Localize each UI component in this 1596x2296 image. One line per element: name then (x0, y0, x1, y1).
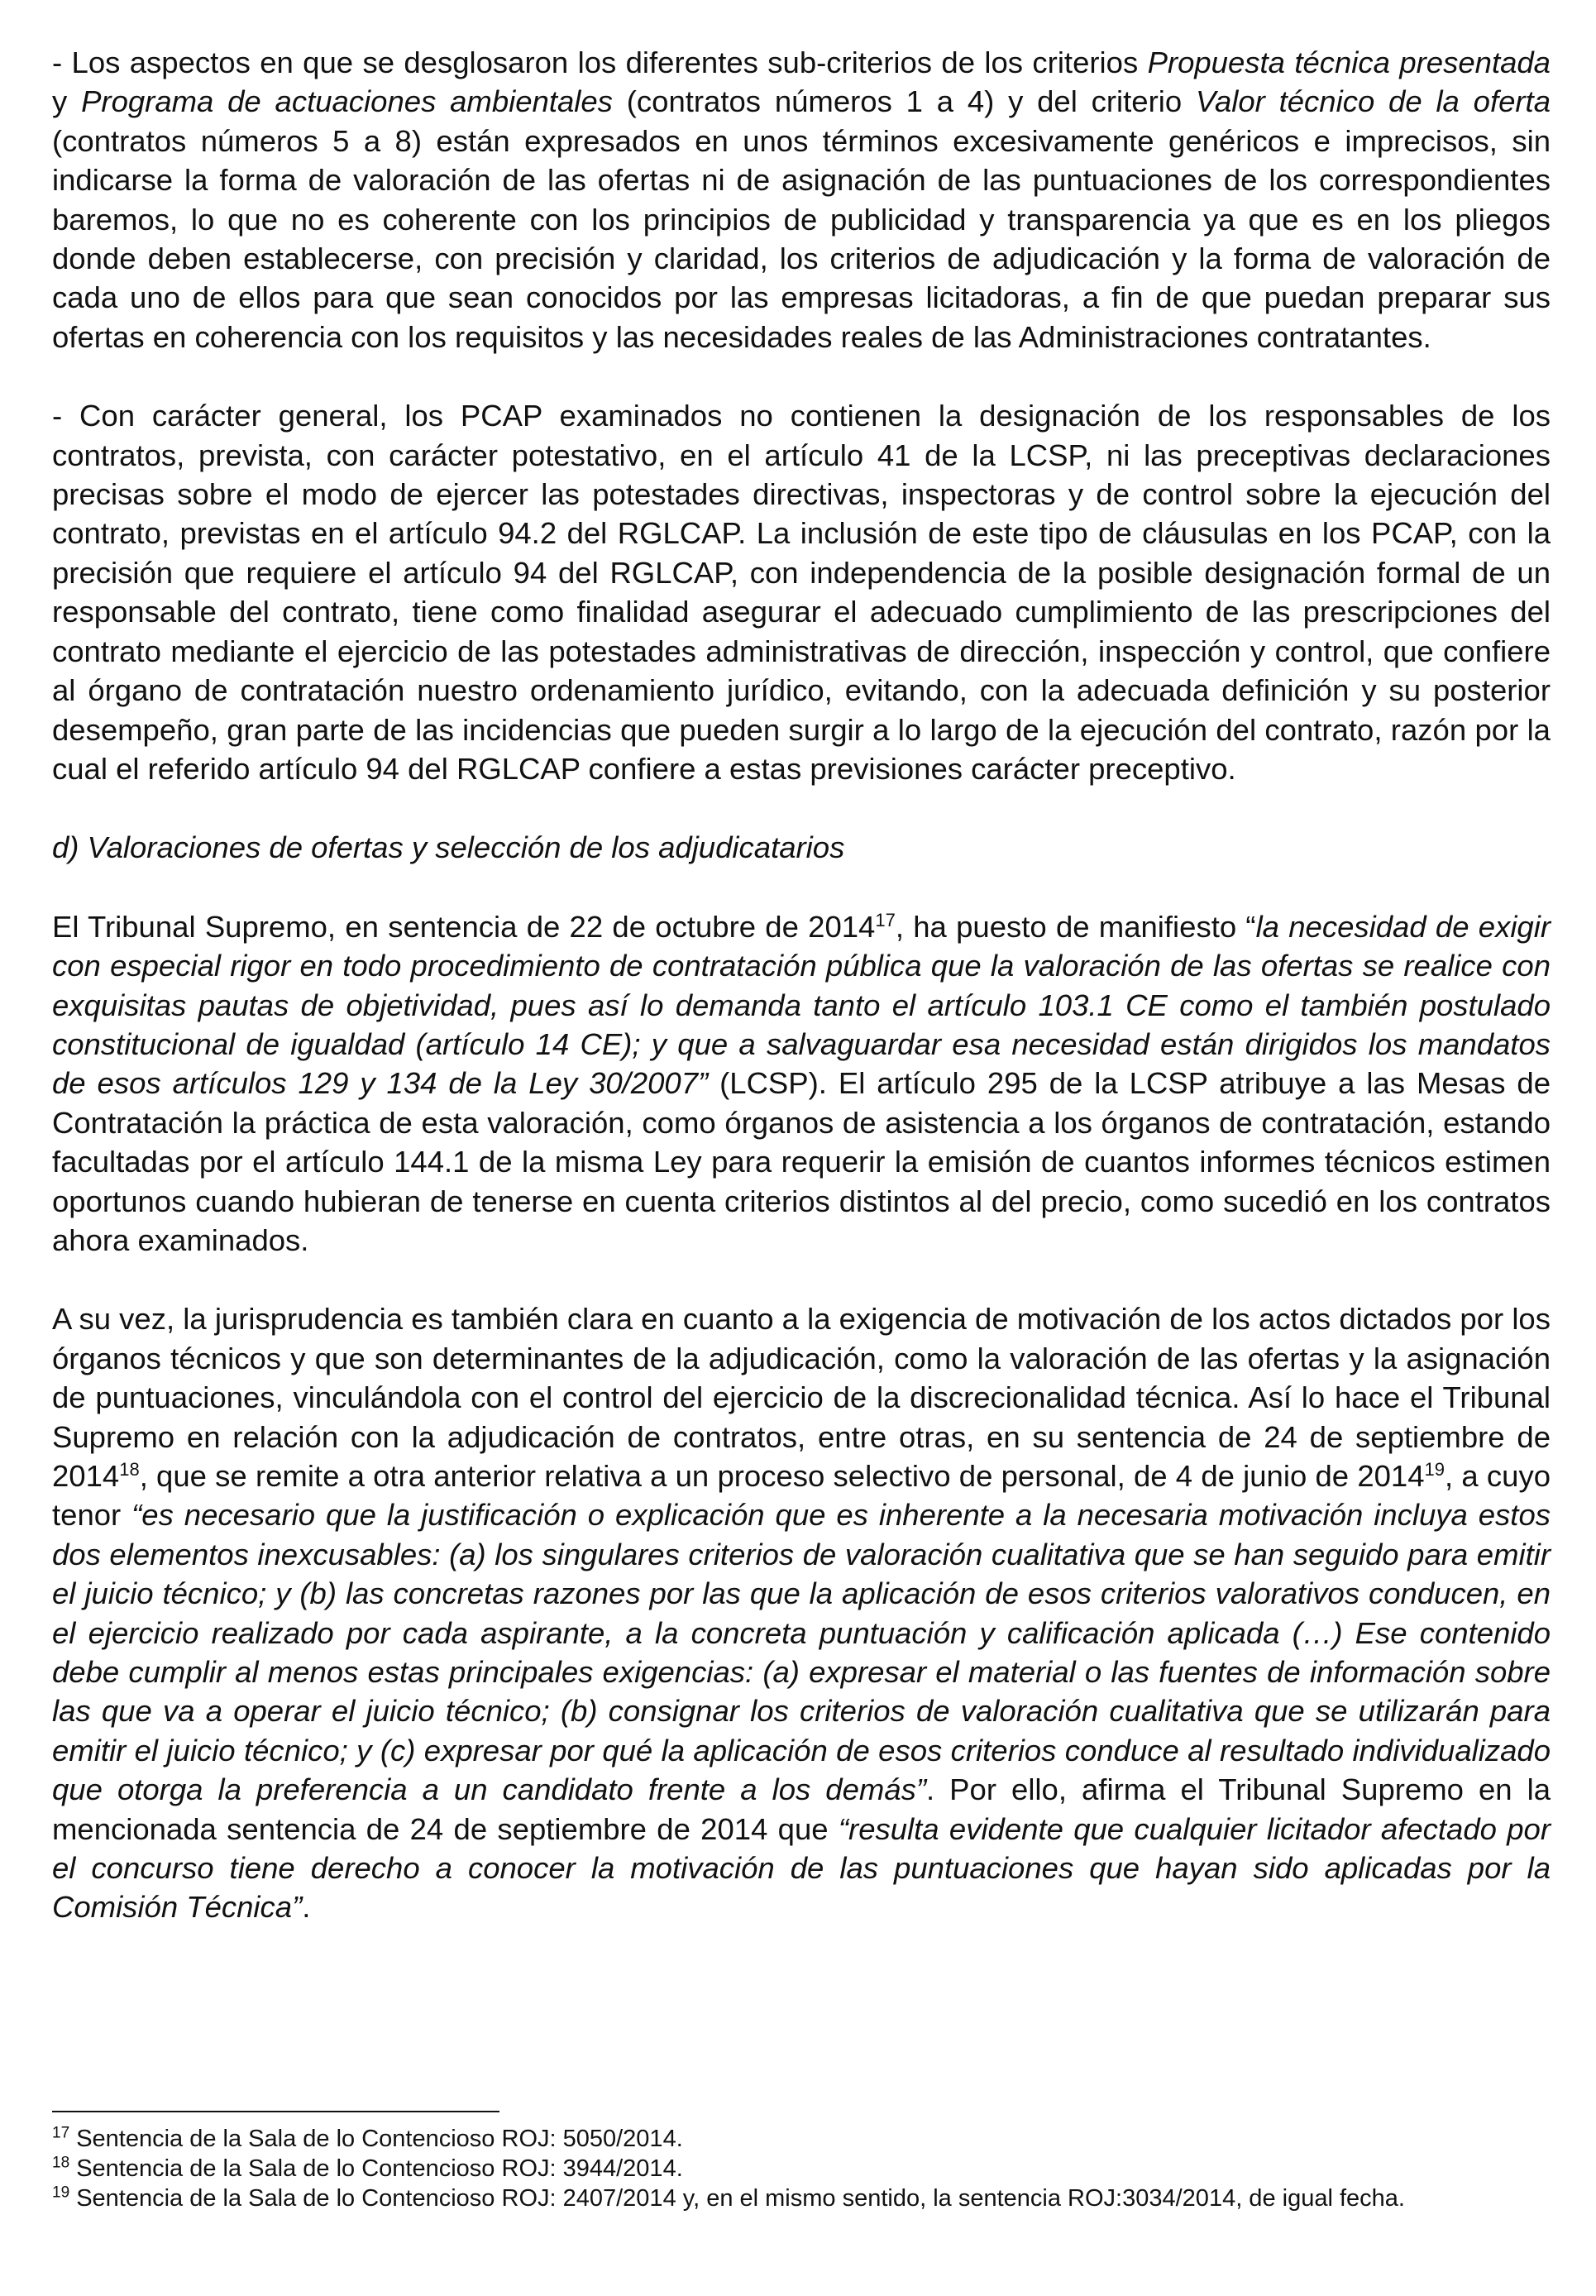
italic-quote: “resulta evidente que cualquier licitador afectado por el concurso tiene derecho a conocer la motivación de las puntuaciones que hayan sido aplicadas por la Comisión Técnica” (52, 1811, 1551, 1925)
text-run: El Tribunal Supremo, en sentencia de 22 de octubre de 2014 (52, 909, 876, 944)
paragraph-supreme-court-ruling (52, 907, 1551, 1260)
footnote-number: 19 (52, 2184, 70, 2202)
text-run: (LCSP). El artículo 295 de la LCSP atribuye a las Mesas de Contratación la práctica de esta valoración, como órganos de asistencia a los órganos de contratación, estando facultadas por el artículo 144.1 de la misma Ley para requerir la emisión de cuantos informes técnicos estimen oportunos cuando hubieran de tenerse en cuenta criterios distintos al del precio, como sucedió en los contratos ahora examinados. (52, 1066, 1551, 1257)
text-run: (contratos números 5 a 8) están expresados en unos términos excesivamente genéricos e imprecisos, sin indicarse la forma de valoración de las ofertas ni de asignación de las puntuaciones de los correspondientes baremos, lo que no es coherente con los principios de publicidad y transparencia ya que es en los pliegos donde deben establecerse, con precisión y claridad, los criterios de adjudicación y la forma de valoración de cada uno de ellos para que sean conocidos por las empresas licitadoras, a fin de que puedan preparar sus ofertas en coherencia con los requisitos y las necesidades reales de las Administraciones contratantes. (52, 123, 1551, 354)
italic-run: Propuesta técnica presentada (1147, 45, 1551, 79)
section-heading: d) Valoraciones de ofertas y selección de los adjudicatarios (52, 830, 845, 865)
paragraph-evaluation-criteria (52, 43, 1551, 356)
italic-run: Programa de actuaciones ambientales (81, 84, 613, 119)
text-run: A su vez, la jurisprudencia es también clara en cuanto a la exigencia de motivación de los actos dictados por los órganos técnicos y que son determinantes de la adjudicación, como la valoración de las ofertas y la asignación de puntuaciones, vinculándola con el control del ejercicio de la discrecionalidad técnica. Así lo hace el Tribunal Supremo en relación con la adjudicación de contratos, entre otras, en su sentencia de 24 de septiembre de 2014 (52, 1302, 1551, 1493)
footnote-17 (52, 2124, 1551, 2154)
footnote-text: Sentencia de la Sala de lo Contencioso ROJ: 3944/2014. (69, 2155, 683, 2182)
footnote-ref[interactable]: 17 (875, 909, 896, 930)
text-run: . (302, 1890, 311, 1925)
footnote-text: Sentencia de la Sala de lo Contencioso ROJ: 5050/2014. (69, 2126, 683, 2152)
text-run: , ha puesto de manifiesto “ (895, 909, 1256, 944)
italic-quote: la necesidad de exigir con especial rigor en todo procedimiento de contratación pública que la valoración de las ofertas se realice con exquisitas pautas de objetividad, pues así lo demanda tanto el artículo 103.1 CE como el también postulado constitucional de igualdad (artículo 14 CE); y que a salvaguardar esa necesidad están dirigidos los mandatos de esos artículos 129 y 134 de la Ley 30/2007” (52, 909, 1551, 1101)
footnote-ref[interactable]: 18 (119, 1458, 140, 1480)
footnote-text: Sentencia de la Sala de lo Contencioso ROJ: 2407/2014 y, en el mismo sentido, la sentencia ROJ:3034/2014, de igual fecha. (69, 2185, 1405, 2212)
footnote-18 (52, 2154, 1551, 2184)
paragraph-jurisprudence (52, 1299, 1551, 1927)
footnote-number: 17 (52, 2124, 70, 2142)
paragraph-contract-managers: - Con carácter general, los PCAP examinados no contienen la designación de los responsables de los contratos, prevista, con carácter potestativo, en el artículo 41 de la LCSP, ni las preceptivas declaraciones precisas sobre el modo de ejercer las potestades directivas, inspectoras y de control sobre la ejecución del contrato, previstas en el artículo 94.2 del RGLCAP. La inclusión de este tipo de cláusulas en los PCAP, con la precisión que requiere el artículo 94 del RGLCAP, con independencia de la posible designación formal de un responsable del contrato, tiene como finalidad asegurar el adecuado cumplimiento de las prescripciones del contrato mediante el ejercicio de las potestades administrativas de dirección, inspección y control, que confiere al órgano de contratación nuestro ordenamiento jurídico, evitando, con la adecuada definición y su posterior desempeño, gran parte de las incidencias que pueden surgir a lo largo de la ejecución del contrato, razón por la cual el referido artículo 94 del RGLCAP confiere a estas previsiones carácter preceptivo. (52, 399, 1551, 786)
italic-run: Valor técnico de la oferta (1195, 84, 1551, 119)
text-run: , a cuyo tenor (52, 1459, 1551, 1533)
document-body (52, 43, 1551, 1967)
footnote-separator (52, 2111, 499, 2112)
footnote-19 (52, 2184, 1551, 2213)
footnote-ref[interactable]: 19 (1424, 1458, 1445, 1480)
footnotes (52, 2124, 1551, 2213)
footnote-number: 18 (52, 2154, 70, 2172)
text-run: - Los aspectos en que se desglosaron los diferentes sub-criterios de los criterios (52, 45, 1148, 79)
text-run: y (52, 84, 82, 119)
text-run: , que se remite a otra anterior relativa a un proceso selectivo de personal, de 4 de junio de 2014 (139, 1459, 1425, 1493)
text-run: (contratos números 1 a 4) y del criterio (612, 84, 1196, 119)
text-run: . Por ello, afirma el Tribunal Supremo en la mencionada sentencia de 24 de septiembre de 2014 que (52, 1772, 1551, 1846)
italic-quote: “es necesario que la justificación o explicación que es inherente a la necesaria motivación incluya estos dos elementos inexcusables: (a) los singulares criterios de valoración cualitativa que se han seguido para emitir el juicio técnico; y (b) las concretas razones por las que la aplicación de esos criterios valorativos conducen, en el ejercicio realizado por cada aspirante, a la concreta puntuación y calificación aplicada (…) Ese contenido debe cumplir al menos estas principales exigencias: (a) expresar el material o las fuentes de información sobre las que va a operar el juicio técnico; (b) consignar los criterios de valoración cualitativa que se utilizarán para emitir el juicio técnico; y (c) expresar por qué la aplicación de esos criterios conduce al resultado individualizado que otorga la preferencia a un candidato frente a los demás” (52, 1498, 1551, 1807)
